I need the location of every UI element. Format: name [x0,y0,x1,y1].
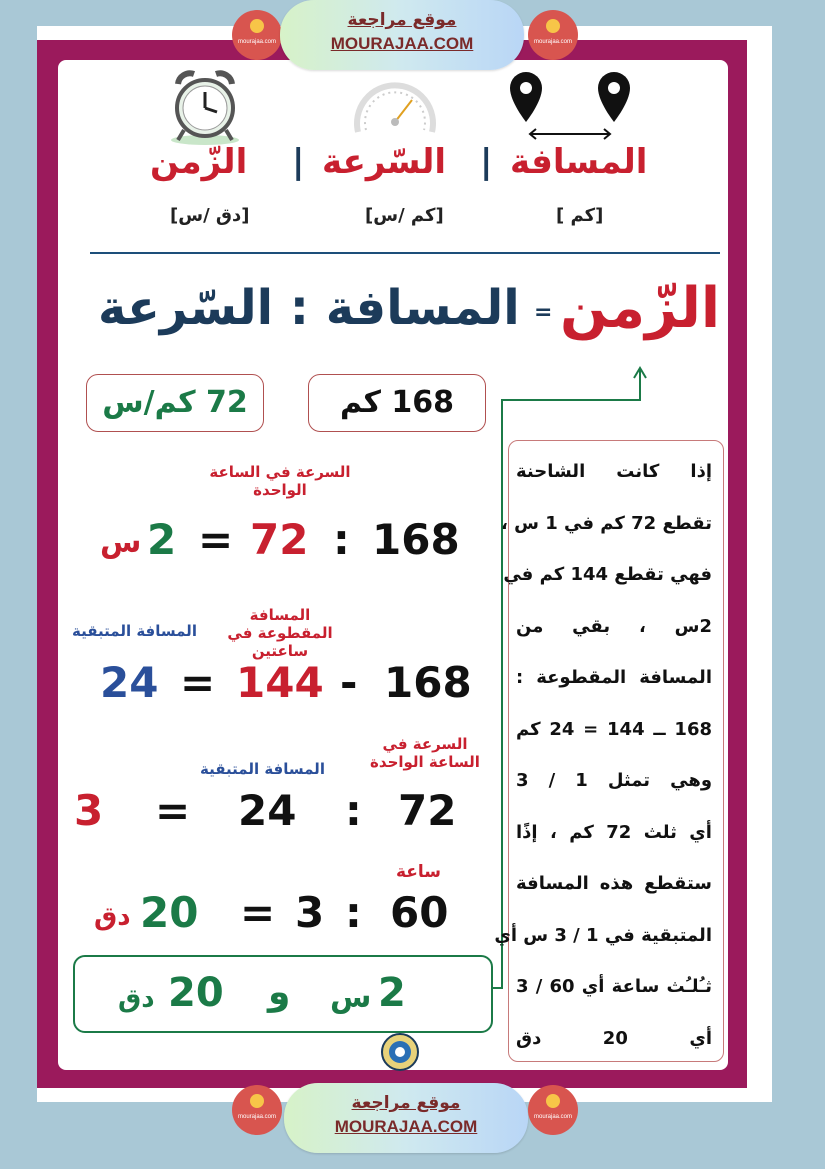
header-distance: المسافة [510,142,648,182]
divider [90,252,720,254]
step3-eq: = [155,786,191,835]
header-sep: | [292,142,305,182]
site-banner-bottom[interactable] [284,1083,528,1153]
step3-b: 24 [238,786,297,835]
step4-b: 3 [295,888,325,937]
step3-label-speed: السرعة في الساعة الواحدة [370,735,480,771]
step4-label: ساعة [396,862,442,882]
explanation-line: تقطع 72 كم في 1 س ، [500,512,712,534]
explanation-line: 168 ــ 144 = 24 كم [516,718,712,740]
step1-result-num: 2 [147,515,177,564]
explanation-line: أي ثلث 72 كم ، إذًا [516,821,712,843]
final-hours-num: 2 [378,970,406,1016]
given-distance: 168 كم [308,374,486,432]
explanation-line: إذا كانت الشاحنة [516,461,712,482]
explanation-line: ثـُلـُث ساعة أي 60 / 3 [516,976,712,997]
step4-eq: = [240,888,276,937]
site-logo-icon[interactable]: mourajaa.com [232,10,282,60]
site-name-ar[interactable]: موقع مراجعة [347,10,457,30]
step4-a: 60 [390,888,449,937]
unit-time: [دق /س] [170,205,250,226]
step1-label: السرعة في الساعة الواحدة [209,463,351,499]
final-hours-unit: س [330,980,372,1015]
speedometer-icon [350,70,440,140]
unit-speed: [كم /س] [365,205,444,226]
map-pins-icon [500,64,640,144]
step3-label-rem: المسافة المتبقية [200,760,325,778]
header-time: الزّمن [150,142,248,182]
site-domain[interactable]: MOURAJAA.COM [330,34,474,53]
step2-label-rem: المسافة المتبقية [72,622,197,640]
unit-distance: [كم ] [556,205,604,226]
formula-rest: المسافة : السّرعة [98,280,520,336]
step3-op: : [345,786,362,835]
step4-result-unit: دق [94,902,131,932]
alarm-clock-icon [160,64,250,146]
site-logo-icon[interactable]: mourajaa.com [232,1085,282,1135]
site-domain[interactable]: MOURAJAA.COM [334,1117,478,1136]
explanation-line: المتبقية في 1 / 3 س أي [494,924,712,946]
final-minutes-num: 20 [168,970,224,1016]
site-logo-icon[interactable]: mourajaa.com [528,10,578,60]
final-and: و [268,972,291,1013]
step2-label-cut: المسافة المقطوعة في ساعتين [227,606,333,660]
school-seal-icon [380,1032,420,1072]
step3-result: 3 [74,786,104,835]
header-sep: | [480,142,493,182]
step2-eq: = [180,658,216,707]
step2-a: 168 [384,658,472,707]
site-name-ar[interactable]: موقع مراجعة [351,1093,461,1113]
step3-a: 72 [398,786,457,835]
step4-op: : [345,888,362,937]
explanation-text [494,446,713,1064]
explanation-line: المسافة المقطوعة : [516,667,712,688]
site-logo-icon[interactable]: mourajaa.com [528,1085,578,1135]
step1-a: 168 [372,515,460,564]
formula-time: الزّمن [560,276,721,341]
step2-op: - [340,658,358,707]
given-speed: 72 كم/س [86,374,264,432]
formula-equals: = [534,300,553,325]
site-banner-top[interactable] [280,0,524,70]
step2-b: 144 [236,658,324,707]
header-speed: السّرعة [322,142,447,182]
explanation-line: 2س ، بقي من [516,615,712,637]
step1-b: 72 [250,515,309,564]
explanation-line: أي 20 دق [516,1027,712,1049]
step1-result-unit: س [100,525,142,560]
step2-result: 24 [100,658,159,707]
step4-result-num: 20 [140,888,199,937]
explanation-line: وهي تمثل 1 / 3 [516,770,713,791]
step1-eq: = [198,515,234,564]
explanation-line: فهي تقطع 144 كم في [503,564,712,585]
step1-op: : [333,515,350,564]
final-minutes-unit: دق [118,984,155,1014]
explanation-line: ستقطع هذه المسافة [516,873,712,894]
